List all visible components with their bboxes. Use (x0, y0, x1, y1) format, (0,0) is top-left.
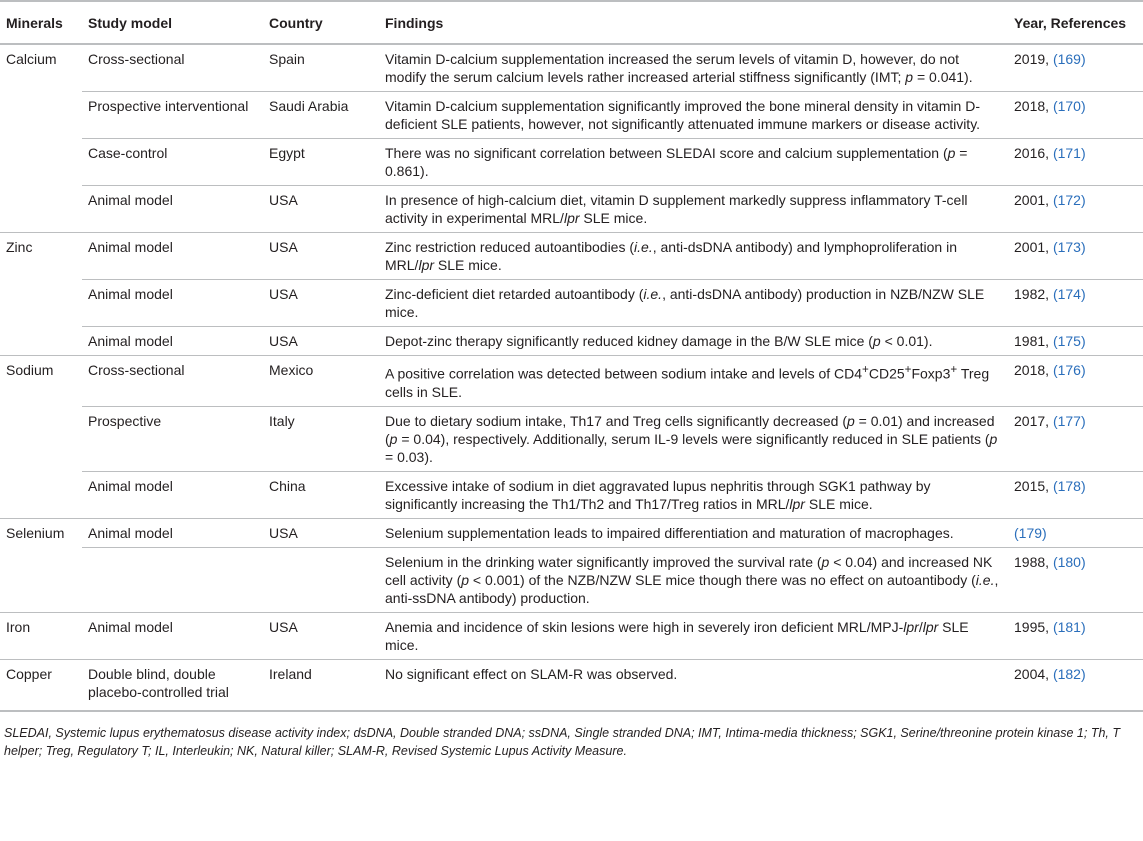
cell-study-model: Prospective interventional (82, 92, 263, 139)
cell-country: USA (263, 612, 379, 659)
cell-year-reference (1008, 233, 1143, 280)
reference-link[interactable]: (173) (1052, 239, 1086, 255)
cell-findings: In presence of high-calcium diet, vitamin D supplement markedly suppress inflammatory T-cell activity in experimental MRL/lpr SLE mice. (379, 186, 1008, 233)
reference-link[interactable]: (170) (1052, 98, 1086, 114)
year-text: 1982, (1014, 286, 1053, 302)
reference-link[interactable]: (179) (1014, 524, 1047, 541)
reference-link[interactable]: (171) (1052, 145, 1086, 161)
table-row (0, 659, 1143, 711)
cell-year-reference (1008, 471, 1143, 518)
cell-findings: Depot-zinc therapy significantly reduced kidney damage in the B/W SLE mice (p < 0.01). (379, 327, 1008, 356)
cell-year-reference (1008, 92, 1143, 139)
cell-year-reference (1008, 139, 1143, 186)
cell-mineral (0, 92, 82, 139)
cell-study-model: Cross-sectional (82, 356, 263, 407)
table-row (0, 44, 1143, 92)
reference-link[interactable]: (174) (1052, 286, 1086, 302)
cell-study-model: Animal model (82, 471, 263, 518)
cell-mineral (0, 139, 82, 186)
year-text: 2018, (1014, 362, 1053, 378)
cell-mineral: Selenium (0, 518, 82, 547)
cell-findings: No significant effect on SLAM-R was observed. (379, 659, 1008, 711)
cell-study-model: Double blind, double placebo-controlled trial (82, 659, 263, 711)
table-row (0, 547, 1143, 612)
year-text: 1995, (1014, 618, 1053, 635)
table-body (0, 44, 1143, 711)
cell-mineral: Copper (0, 659, 82, 711)
cell-country: Italy (263, 406, 379, 471)
cell-study-model: Prospective (82, 406, 263, 471)
cell-country: USA (263, 518, 379, 547)
reference-link[interactable]: (180) (1052, 553, 1086, 570)
cell-mineral: Sodium (0, 356, 82, 407)
reference-link[interactable]: (176) (1052, 362, 1086, 378)
table-row (0, 280, 1143, 327)
cell-mineral (0, 547, 82, 612)
header-row (0, 1, 1143, 44)
reference-link[interactable]: (169) (1052, 51, 1086, 67)
cell-mineral (0, 186, 82, 233)
cell-findings: A positive correlation was detected between sodium intake and levels of CD4+CD25+Foxp3+ Treg cells in SLE. (379, 356, 1008, 407)
cell-mineral (0, 471, 82, 518)
cell-study-model: Animal model (82, 186, 263, 233)
header-year-references: Year, References (1008, 1, 1143, 44)
cell-country: Ireland (263, 659, 379, 711)
reference-link[interactable]: (172) (1052, 192, 1086, 208)
cell-study-model: Animal model (82, 280, 263, 327)
cell-findings: Selenium supplementation leads to impaired differentiation and maturation of macrophages. (379, 518, 1008, 547)
cell-year-reference (1008, 327, 1143, 356)
cell-study-model: Animal model (82, 518, 263, 547)
year-text: 2001, (1014, 239, 1053, 255)
header-study-model: Study model (82, 1, 263, 44)
cell-mineral (0, 327, 82, 356)
cell-findings: There was no significant correlation between SLEDAI score and calcium supplementation (p = 0.861). (379, 139, 1008, 186)
cell-year-reference (1008, 280, 1143, 327)
cell-findings: Zinc-deficient diet retarded autoantibody (i.e., anti-dsDNA antibody) production in NZB/NZW SLE mice. (379, 280, 1008, 327)
table-row (0, 518, 1143, 547)
cell-year-reference (1008, 547, 1143, 612)
year-text: 2004, (1014, 665, 1053, 682)
year-text: 2016, (1014, 145, 1053, 161)
cell-mineral: Zinc (0, 233, 82, 280)
year-text: 1981, (1014, 333, 1053, 349)
reference-link[interactable]: (175) (1052, 333, 1086, 349)
cell-findings: Vitamin D-calcium supplementation significantly improved the bone mineral density in vitamin D-deficient SLE patients, however, not significantly attenuated immune markers or disease activity. (379, 92, 1008, 139)
cell-country: USA (263, 280, 379, 327)
table-row (0, 186, 1143, 233)
year-text: 2019, (1014, 51, 1053, 67)
cell-mineral (0, 406, 82, 471)
cell-findings: Excessive intake of sodium in diet aggravated lupus nephritis through SGK1 pathway by significantly increasing the Th1/Th2 and Th17/Treg ratios in MRL/lpr SLE mice. (379, 471, 1008, 518)
cell-study-model: Cross-sectional (88, 51, 185, 67)
cell-study-model: Case-control (82, 139, 263, 186)
year-text: 2018, (1014, 98, 1053, 114)
reference-link[interactable]: (181) (1052, 618, 1086, 635)
cell-year-reference (1008, 659, 1143, 711)
cell-country: USA (263, 186, 379, 233)
table-footnote: SLEDAI, Systemic lupus erythematosus disease activity index; dsDNA, Double stranded DNA; ssDNA, Single stranded DNA; IMT, Intima-media thickness; SGK1, Serine/threonine protein kinase 1; Th, T helper; Treg, Regulatory T; IL, Interleukin; NK, Natural killer; SLAM-R, Revised Systemic Lupus Activity Measure. (4, 725, 1121, 758)
cell-country: Spain (269, 51, 305, 67)
cell-year-reference (1008, 406, 1143, 471)
year-text: 1988, (1014, 553, 1053, 570)
cell-year-reference (1008, 612, 1143, 659)
table-row (0, 139, 1143, 186)
cell-year-reference (1008, 186, 1143, 233)
cell-study-model (82, 547, 263, 612)
cell-study-model: Animal model (82, 327, 263, 356)
cell-findings: Vitamin D-calcium supplementation increased the serum levels of vitamin D, however, do not modify the serum calcium levels rather increased arterial stiffness significantly (IMT; p = 0.041). (385, 51, 973, 85)
cell-mineral: Calcium (6, 51, 57, 67)
cell-mineral: Iron (0, 612, 82, 659)
header-minerals: Minerals (0, 1, 82, 44)
cell-study-model: Animal model (82, 612, 263, 659)
table-row (0, 612, 1143, 659)
cell-study-model: Animal model (82, 233, 263, 280)
cell-country (263, 547, 379, 612)
cell-country: Mexico (263, 356, 379, 407)
header-country: Country (263, 1, 379, 44)
cell-country: USA (263, 233, 379, 280)
cell-country: China (263, 471, 379, 518)
cell-year-reference (1008, 356, 1143, 407)
year-text: 2001, (1014, 192, 1053, 208)
table-row (0, 92, 1143, 139)
table-row (0, 327, 1143, 356)
year-text: 2017, (1014, 412, 1053, 429)
cell-country: Saudi Arabia (263, 92, 379, 139)
table-row (0, 471, 1143, 518)
cell-findings: Due to dietary sodium intake, Th17 and Treg cells significantly decreased (p = 0.01) and increased (p = 0.04), respectively. Additionally, serum IL-9 levels were significantly reduced in SLE patients (p = 0.03). (379, 406, 1008, 471)
cell-findings: Anemia and incidence of skin lesions were high in severely iron deficient MRL/MPJ-lpr/lpr SLE mice. (379, 612, 1008, 659)
cell-year-reference (1008, 518, 1143, 547)
reference-link[interactable]: (177) (1052, 412, 1086, 429)
cell-year-reference (1008, 44, 1143, 92)
cell-mineral (0, 280, 82, 327)
reference-link[interactable]: (178) (1052, 477, 1086, 494)
cell-country: Egypt (263, 139, 379, 186)
cell-findings: Selenium in the drinking water significantly improved the survival rate (p < 0.04) and increased NK cell activity (p < 0.001) of the NZB/NZW SLE mice though there was no effect on autoantibody (i.e., anti-ssDNA antibody) production. (379, 547, 1008, 612)
table-row (0, 233, 1143, 280)
cell-findings: Zinc restriction reduced autoantibodies (i.e., anti-dsDNA antibody) and lymphoproliferation in MRL/lpr SLE mice. (379, 233, 1008, 280)
table-row (0, 356, 1143, 407)
year-text: 2015, (1014, 477, 1053, 494)
reference-link[interactable]: (182) (1052, 665, 1086, 682)
table-row (0, 406, 1143, 471)
header-findings: Findings (379, 1, 1008, 44)
cell-country: USA (263, 327, 379, 356)
